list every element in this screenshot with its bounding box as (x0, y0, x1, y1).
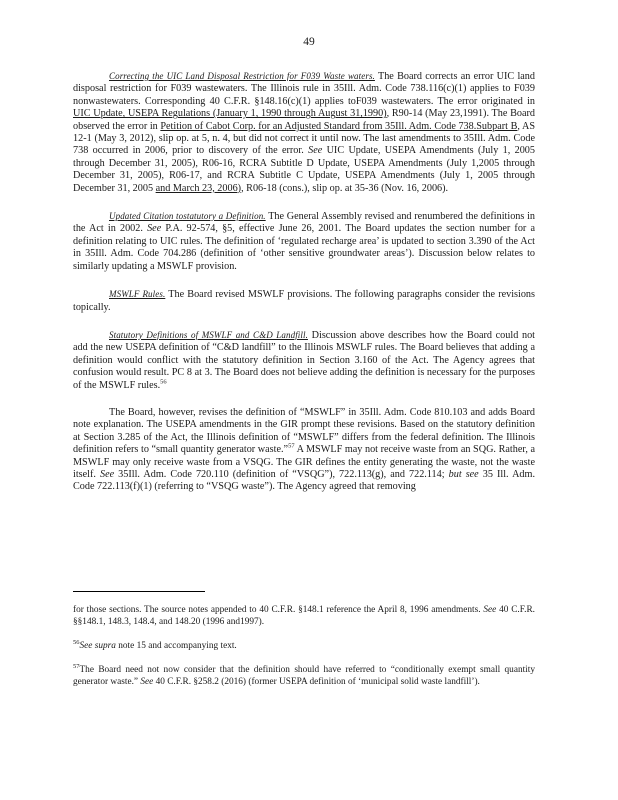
footnote-separator (73, 591, 205, 592)
footnotes (73, 604, 535, 700)
body-text (73, 70, 535, 509)
citation-cabot-petition: Petition of Cabot Corp. for an Adjusted Standard from 35Ill. Adm. Code 738.Subpart B (160, 120, 518, 132)
footnote-ref-57[interactable]: 57 (288, 442, 295, 450)
footnote-continuation: for those sections. The source notes appended to 40 C.F.R. §148.1 reference the April 8, 1996 amendments. See 40 C.F.R. §§148.1, 148.3, 148.4, and 148.20 (1996 and1997). (73, 605, 536, 627)
paragraph-updated-citation: Updated Citation tostatutory a Definition. The General Assembly revised and renumbered the definitions in the Act in 2002. See P.A. 92-574, §5, effective June 26, 2001. The Board updates the section number for a definition relating to UIC rules. The definition of ‘regulated recharge area’ is updated to section 3.390 of the Act in 35Ill. Adm. Code 704.286 (definition of ‘other sensitive groundwater areas’). Discussion below relates to similarly updating a MSWLF provision. (73, 211, 535, 272)
paragraph-uic-correction: Correcting the UIC Land Disposal Restriction for F039 Waste waters. The Board corrects an error UIC land disposal restriction for F039 wastewaters. The Illinois rule in 35Ill. Adm. Code 738.116(c)(1) applies to F039 nonwastewaters. Corresponding 40 C.F.R. §148.16(c)(1) applies toF039 wastewaters. The error originated in UIC Update, USEPA Regulations (January 1, 1990 through August 31,1990), R90-14 (May 23,1991). The Board observed the error in Petition of Cabot Corp. for an Adjusted Standard from 35Ill. Adm. Code 738.Subpart B, AS 12-1 (May 3, 2012), slip op. at 5, n. 4, but did not correct it until now. The last amendments to 35Ill. Adm. Code 738 occurred in 2006, prior to discovery of the error. See UIC Update, USEPA Amendments (July 1, 2005 through December 31, 2005), R06-16, RCRA Subtitle D Update, USEPA Amendments (July 1,2005 through December 31, 2005), R06-17, and RCRA Subtitle C Update, USEPA Amendments (July 1, 2005 through December 31, 2005 and March 23, 2006), R06-18 (cons.), slip op. at 35-36 (Nov. 16, 2006). (73, 71, 535, 194)
heading-statutory-definitions: Statutory Definitions of MSWLF and C&D Landfill. (109, 329, 308, 340)
citation-march-2006: and March 23, 2006) (155, 182, 242, 194)
footnote-57: $^{57}$The Board need not now consider that the definition should have referred to “conditionally exempt small quantity generator waste.” See 40 C.F.R. §258.2 (2016) (former USEPA definition of ‘municipal solid waste landfill’). (73, 662, 535, 687)
paragraph-mswlf-rules: MSWLF Rules. The Board revised MSWLF provisions. The following paragraphs consider the revisions topically. (73, 289, 535, 313)
heading-uic-correction: Correcting the UIC Land Disposal Restriction for F039 Waste waters. (109, 71, 375, 81)
heading-updated-citation: Updated Citation tostatutory a Definition. (109, 211, 266, 222)
citation-uic-update-1990: UIC Update, USEPA Regulations (January 1, 1990 through August 31,1990) (73, 108, 387, 120)
footnote-ref-56[interactable]: 56 (160, 378, 167, 386)
heading-mswlf-rules: MSWLF Rules. (109, 289, 166, 300)
footnote-56: $^{56}$See supra note 15 and accompanying text. (73, 638, 237, 651)
paragraph-mswlf-definition: The Board, however, revises the definition of “MSWLF” in 35Ill. Adm. Code 810.103 and adds Board note explanation. The USEPA amendments in the GIR prompt these revisions. Based on the statutory definition at Section 3.285 of the Act, the Illinois definition of “MSWLF” differs from the federal definition. The Illinois definition refers to “small quantity generator waste.”$^{57}$ A MSWLF may not receive waste from an SQG. Rather, a MSWLF may only receive waste from a VSQG. The GIR defines the entity generating the waste, not the waste itself. See 35Ill. Adm. Code 720.110 (definition of “VSQG”), 722.113(g), and 722.114; but see 35 Ill. Adm. Code 722.113(f)(1) (referring to “VSQG waste”). The Agency agreed that removing (73, 406, 535, 493)
paragraph-statutory-definitions: Statutory Definitions of MSWLF and C&D Landfill. Discussion above describes how the Board could not add the new USEPA definition of “C&D landfill” to the Illinois MSWLF rules. The Board believes that adding a definition would conflict with the statutory definition in Section 3.160 of the Act. The Agency agrees that confusion would result. PC 8 at 3. The Board does not believe adding the definition is necessary for the purposes of the MSWLF rules.$^{56}$ (73, 329, 535, 391)
page-number: 49 (303, 36, 315, 48)
